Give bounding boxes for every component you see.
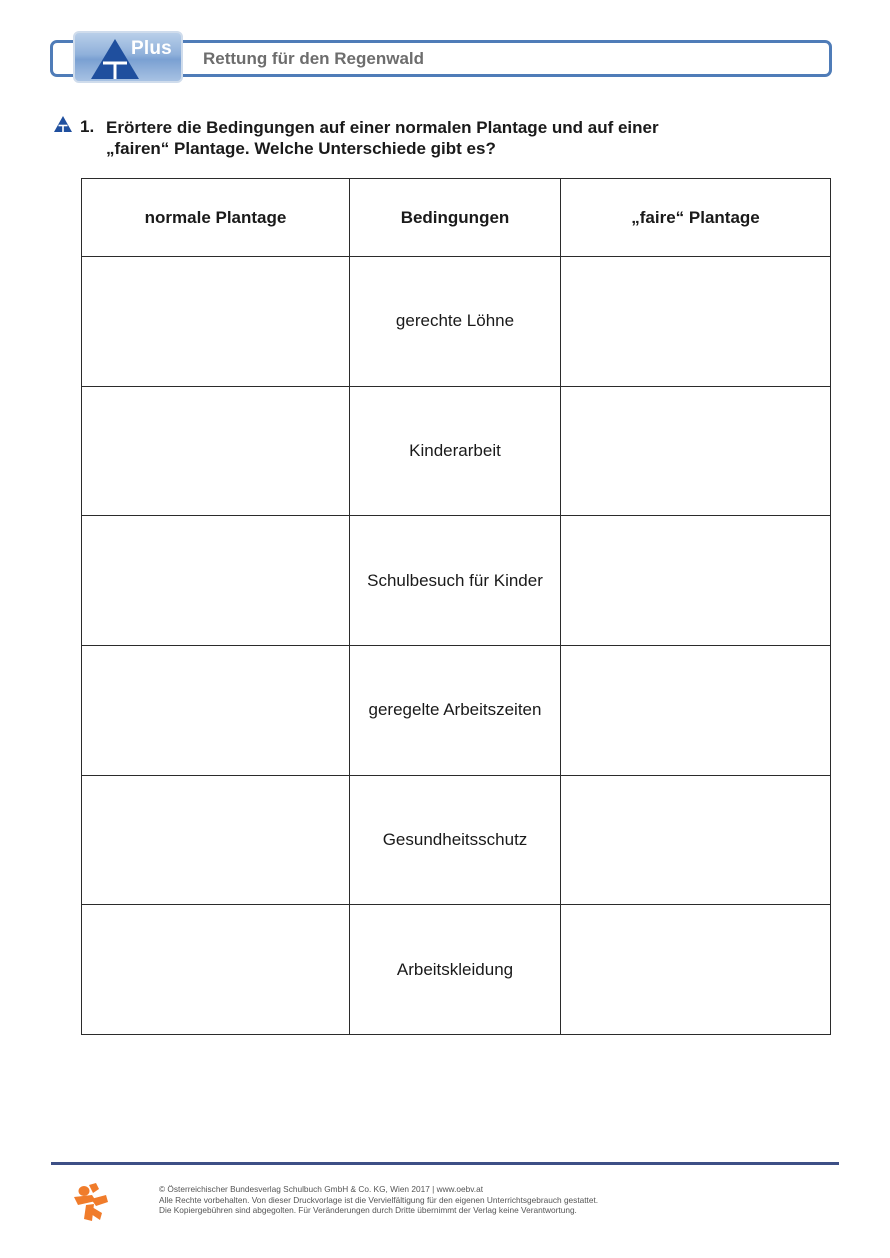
answer-cell-normal[interactable] [82,257,350,387]
footer-line-1: © Österreichischer Bundesverlag Schulbuch GmbH & Co. KG, Wien 2017 | www.oebv.at [159,1184,483,1194]
footer-copyright [159,1184,598,1216]
logo-plus-text: Plus [131,38,172,59]
table-row [82,905,831,1035]
table-row [82,386,831,516]
task-instruction [106,117,746,159]
condition-cell: Schulbesuch für Kinder [350,516,561,646]
answer-cell-normal[interactable] [82,775,350,905]
answer-cell-fair[interactable] [561,775,831,905]
answer-cell-normal[interactable] [82,645,350,775]
answer-cell-fair[interactable] [561,516,831,646]
condition-cell: gerechte Löhne [350,257,561,387]
footer-line-2: Alle Rechte vorbehalten. Von dieser Druckvorlage ist die Vervielfältigung für den eigenen Unterrichtsgebrauch gestattet. [159,1194,599,1205]
table-row [82,775,831,905]
publisher-logo-icon [72,1183,110,1223]
table-row [82,645,831,775]
header-normal-plantage: normale Plantage [82,179,350,257]
plus-logo [73,31,183,83]
answer-cell-fair[interactable] [561,905,831,1035]
condition-cell: Gesundheitsschutz [350,775,561,905]
comparison-table [81,178,831,1035]
answer-cell-fair[interactable] [561,645,831,775]
footer-line-3: Die Kopiergebühren sind abgegolten. Für Veränderungen durch Dritte übernimmt der Verlag keine Verantwortung. [159,1205,577,1215]
header-faire-plantage: „faire“ Plantage [561,179,831,257]
condition-cell: Arbeitskleidung [350,905,561,1035]
task-number: 1. [80,117,95,136]
table-row [82,257,831,387]
page-title: Rettung für den Regenwald [203,49,424,68]
triangle-level-icon [53,115,73,133]
header-bedingungen: Bedingungen [350,179,561,257]
answer-cell-normal[interactable] [82,516,350,646]
footer-divider [51,1162,839,1165]
condition-cell: geregelte Arbeitszeiten [350,645,561,775]
answer-cell-normal[interactable] [82,386,350,516]
task-line-2: „fairen“ Plantage. Welche Unterschiede gibt es? [106,139,496,158]
table-header-row [82,179,831,257]
table-row [82,516,831,646]
answer-cell-fair[interactable] [561,257,831,387]
task-line-1: Erörtere die Bedingungen auf einer normalen Plantage und auf einer [106,118,659,137]
answer-cell-normal[interactable] [82,905,350,1035]
answer-cell-fair[interactable] [561,386,831,516]
condition-cell: Kinderarbeit [350,386,561,516]
